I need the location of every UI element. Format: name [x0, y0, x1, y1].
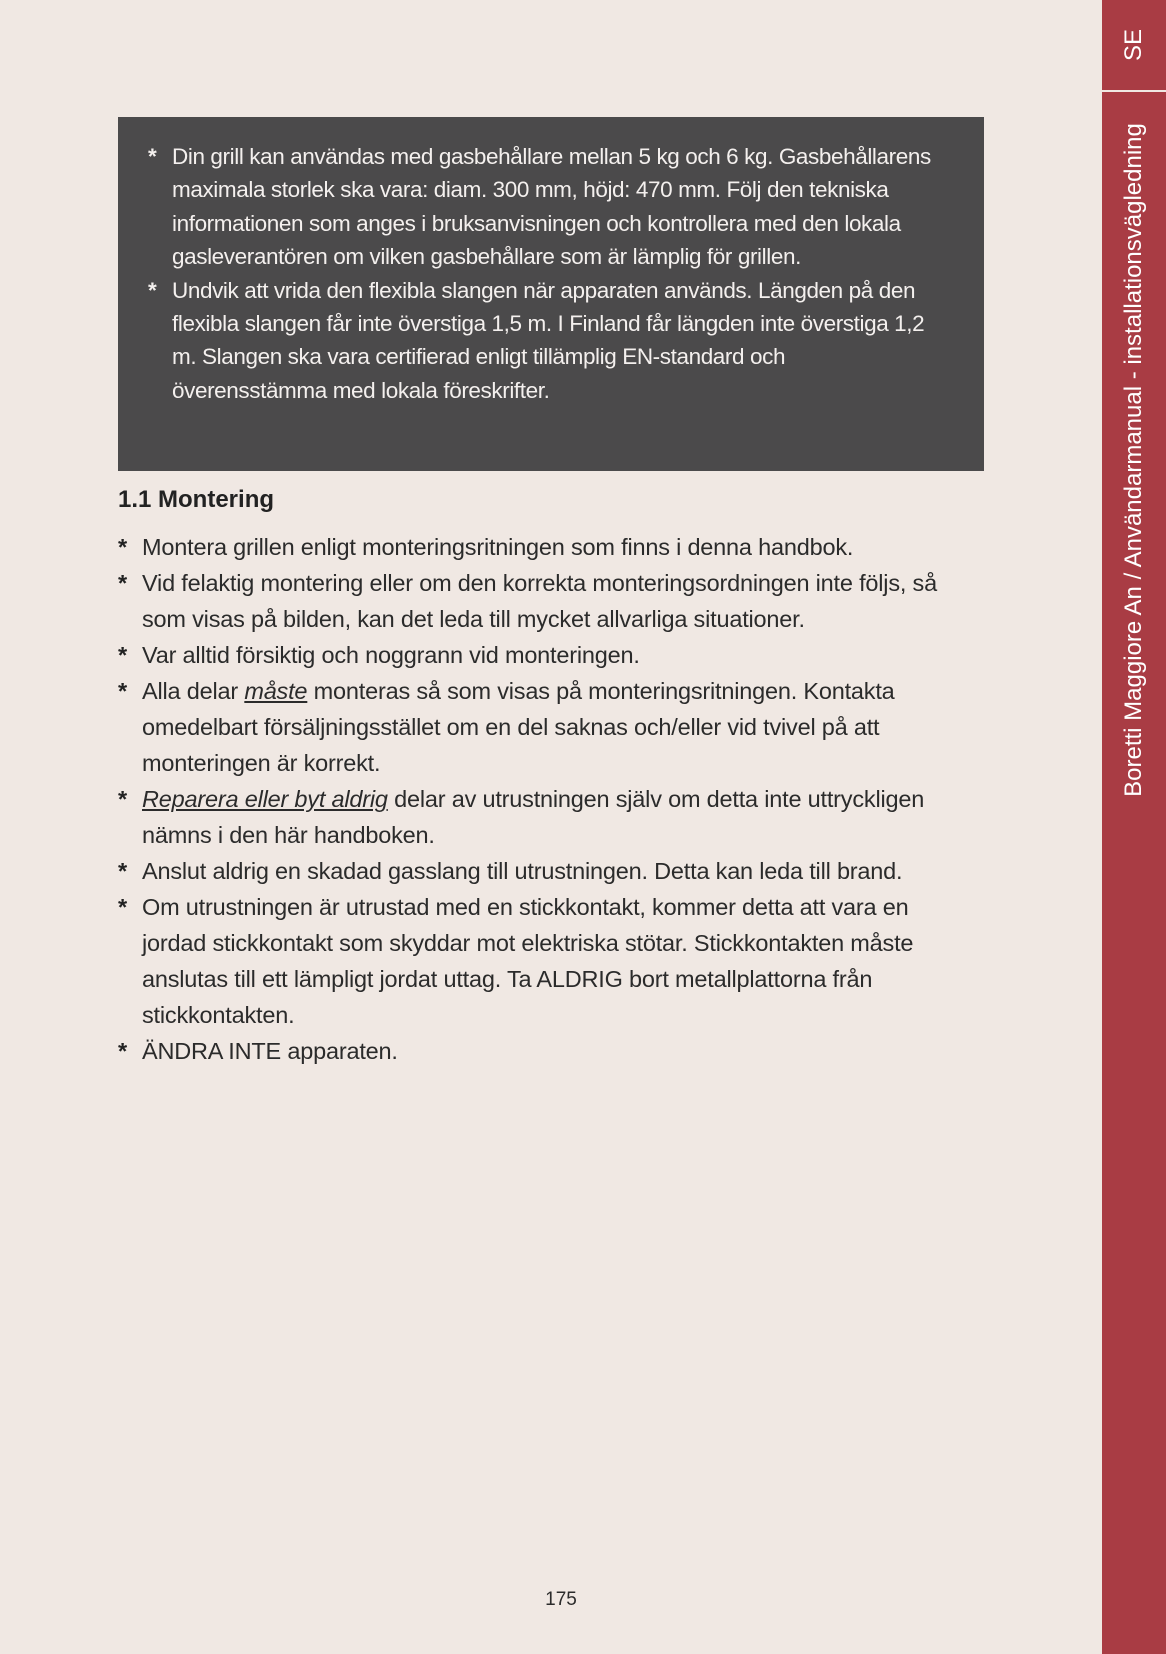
warning-text: Din grill kan användas med gasbehållare mellan 5 kg och 6 kg. Gasbehållarens maximala storlek ska vara: diam. 300 mm, höjd: 470 mm. Följ den tekniska informationen som anges i bruksanvisningen och kontrollera med den lokala gasleverantören om vilken gasbehållare som är lämplig för grillen. [172, 144, 931, 270]
warning-box [118, 117, 984, 471]
list-item-text: ÄNDRA INTE apparaten. [142, 1038, 398, 1064]
bullet-asterisk: * [148, 277, 157, 303]
language-label: SE [1119, 28, 1147, 62]
warning-text: Undvik att vrida den flexibla slangen när apparaten används. Längden på den flexibla slangen får inte överstiga 1,5 m. I Finland får längden inte överstiga 1,2 m. Slangen ska vara certifierad enligt tillämplig EN-standard och överensstämma med lokala föreskrifter. [172, 277, 925, 403]
bullet-asterisk: * [148, 144, 157, 169]
section-heading: 1.1 Montering [118, 486, 275, 513]
warning-item [148, 274, 944, 408]
list-item-text: Vid felaktig montering eller om den korrekta monteringsordningen inte följs, så som visas på bilden, kan det leda till mycket allvarliga situationer. [142, 570, 937, 632]
list-item-text: Montera grillen enligt monteringsritningen som finns i denna handbok. [142, 534, 854, 560]
list-item [118, 1033, 968, 1069]
language-label-box [1102, 0, 1166, 90]
bullet-asterisk: * [118, 534, 127, 560]
list-item-text-start: Alla delar [142, 678, 245, 704]
bullet-asterisk: * [118, 642, 127, 668]
list-item-text-end: delar av utrustningen själv om detta inte uttryckligen nämns i den här handboken. [142, 786, 925, 848]
list-item [118, 637, 968, 673]
assembly-instructions-list [118, 529, 968, 1069]
warning-item [148, 140, 944, 274]
bullet-asterisk: * [118, 570, 127, 596]
list-item-text: Anslut aldrig en skadad gasslang till utrustningen. Detta kan leda till brand. [142, 858, 903, 884]
side-tab-title-box [1102, 100, 1166, 820]
emphasized-text: Reparera eller byt aldrig [142, 786, 388, 812]
bullet-asterisk: * [118, 1038, 127, 1064]
bullet-asterisk: * [118, 786, 127, 812]
list-item [118, 529, 968, 565]
warning-list [148, 140, 944, 407]
side-tab [1102, 0, 1166, 1654]
list-item-text: Om utrustningen är utrustad med en stickkontakt, kommer detta att vara en jordad stickkontakt som skyddar mot elektriska stötar. Stickkontakten måste anslutas till ett lämpligt jordat uttag. Ta ALDRIG bort metallplattorna från stickkontakten. [142, 894, 914, 1028]
page-number: 175 [545, 1589, 577, 1610]
list-item [118, 565, 968, 637]
bullet-asterisk: * [118, 678, 127, 704]
side-tab-divider [1102, 90, 1166, 92]
list-item [118, 889, 968, 1033]
document-title: Boretti Maggiore An / Användarmanual - installationsvägledning [1120, 123, 1147, 797]
list-item [118, 781, 968, 853]
emphasized-text: måste [244, 678, 308, 704]
list-item [118, 853, 968, 889]
bullet-asterisk: * [118, 858, 127, 884]
list-item-text-end: monteras så som visas på monteringsritningen. Kontakta omedelbart försäljningsstället om en del saknas och/eller vid tvivel på att monteringen är korrekt. [142, 678, 895, 776]
bullet-asterisk: * [118, 894, 127, 920]
list-item-text: Var alltid försiktig och noggrann vid monteringen. [142, 642, 640, 668]
list-item [118, 673, 968, 781]
